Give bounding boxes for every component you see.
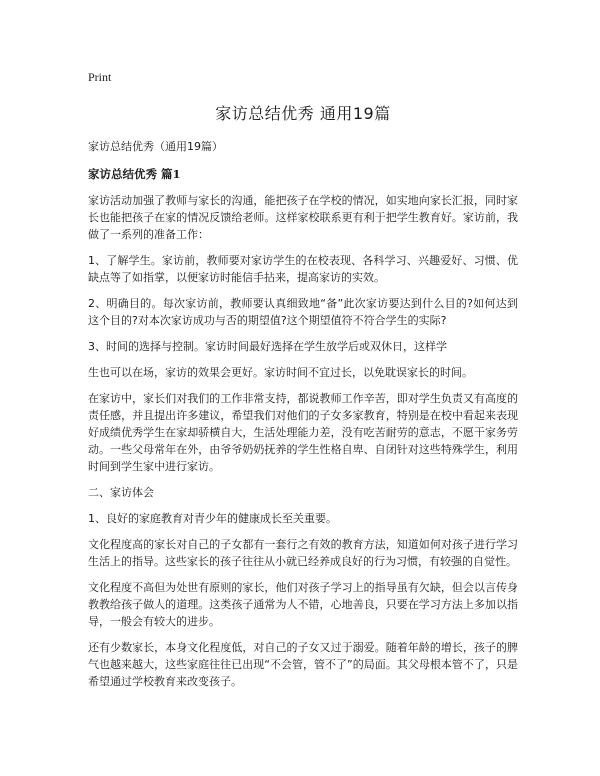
paragraph-section-two-heading: 二、家访体会	[88, 486, 154, 499]
document-page	[88, 70, 518, 699]
paragraph-clear-purpose: 2、明确目的。每次家访前，教师要认真细致地“备”此次家访要达到什么目的?如何达到这个目的?对本次家访成功与否的期望值?这个期望值符不符合学生的实际?	[88, 297, 518, 327]
paragraph-family-education: 1、良好的家庭教育对青少年的健康成长至关重要。	[88, 512, 337, 525]
section-heading: 家访总结优秀 篇1	[88, 167, 181, 181]
document-subtitle: 家访总结优秀（通用19篇）	[88, 140, 223, 153]
paragraph-principled-parents: 文化程度不高但为处世有原则的家长，他们对孩子学习上的指导虽有欠缺，但会以言传身教教给孩子做人的道理。这类孩子通常为人不错，心地善良，只要在学习方法上多加以指导，一般会有较大的进步。	[88, 581, 518, 628]
paragraph-time-continued: 生也可以在场，家访的效果会更好。家访时间不宜过长，以免耽误家长的时间。	[88, 366, 473, 379]
page-title: 家访总结优秀 通用19篇	[215, 104, 391, 123]
paragraph-parent-feedback: 在家访中，家长们对我们的工作非常支持，都说教师工作辛苦，即对学生负责又有高度的责任感，并且提出许多建议，希望我们对他们的子女多家教育，特别是在校中看起来表现好成绩优秀学生在家却骄横自大，生活处理能力差，没有吃苦耐劳的意志，不愿干家务劳动。一些父母常年在外，由爷爷奶奶抚养的学生性格自卑、自闭针对这些特殊学生，利用时间到学生家中进行家访。	[88, 392, 518, 473]
paragraph-educated-parents: 文化程度高的家长对自己的子女都有一套行之有效的教育方法，知道如何对孩子进行学习生活上的指导。这些家长的孩子往往从小就已经养成良好的行为习惯，有较强的自觉性。	[88, 538, 518, 568]
paragraph-doting-parents: 还有少数家长，本身文化程度低，对自己的子女又过于溺爱。随着年龄的增长，孩子的脾气也越来越大，这些家庭往往已出现“不会管，管不了”的局面。其父母根本管不了，只是希望通过学校教育来改变孩子。	[88, 641, 518, 688]
paragraph-intro: 家访活动加强了教师与家长的沟通，能把孩子在学校的情况，如实地向家长汇报，同时家长也能把孩子在家的情况反馈给老师。这样家校联系更有利于把学生教育好。家访前，我做了一系列的准备工作：	[88, 194, 518, 241]
print-label: Print	[88, 70, 112, 84]
paragraph-understand-students: 1、了解学生。家访前，教师要对家访学生的在校表现、各科学习、兴趣爱好、习惯、优缺点等了如指掌，以便家访时能信手拈来，提高家访的实效。	[88, 254, 518, 284]
paragraph-time-selection: 3、时间的选择与控制。家访时间最好选择在学生放学后或双休日，这样学	[88, 340, 447, 353]
